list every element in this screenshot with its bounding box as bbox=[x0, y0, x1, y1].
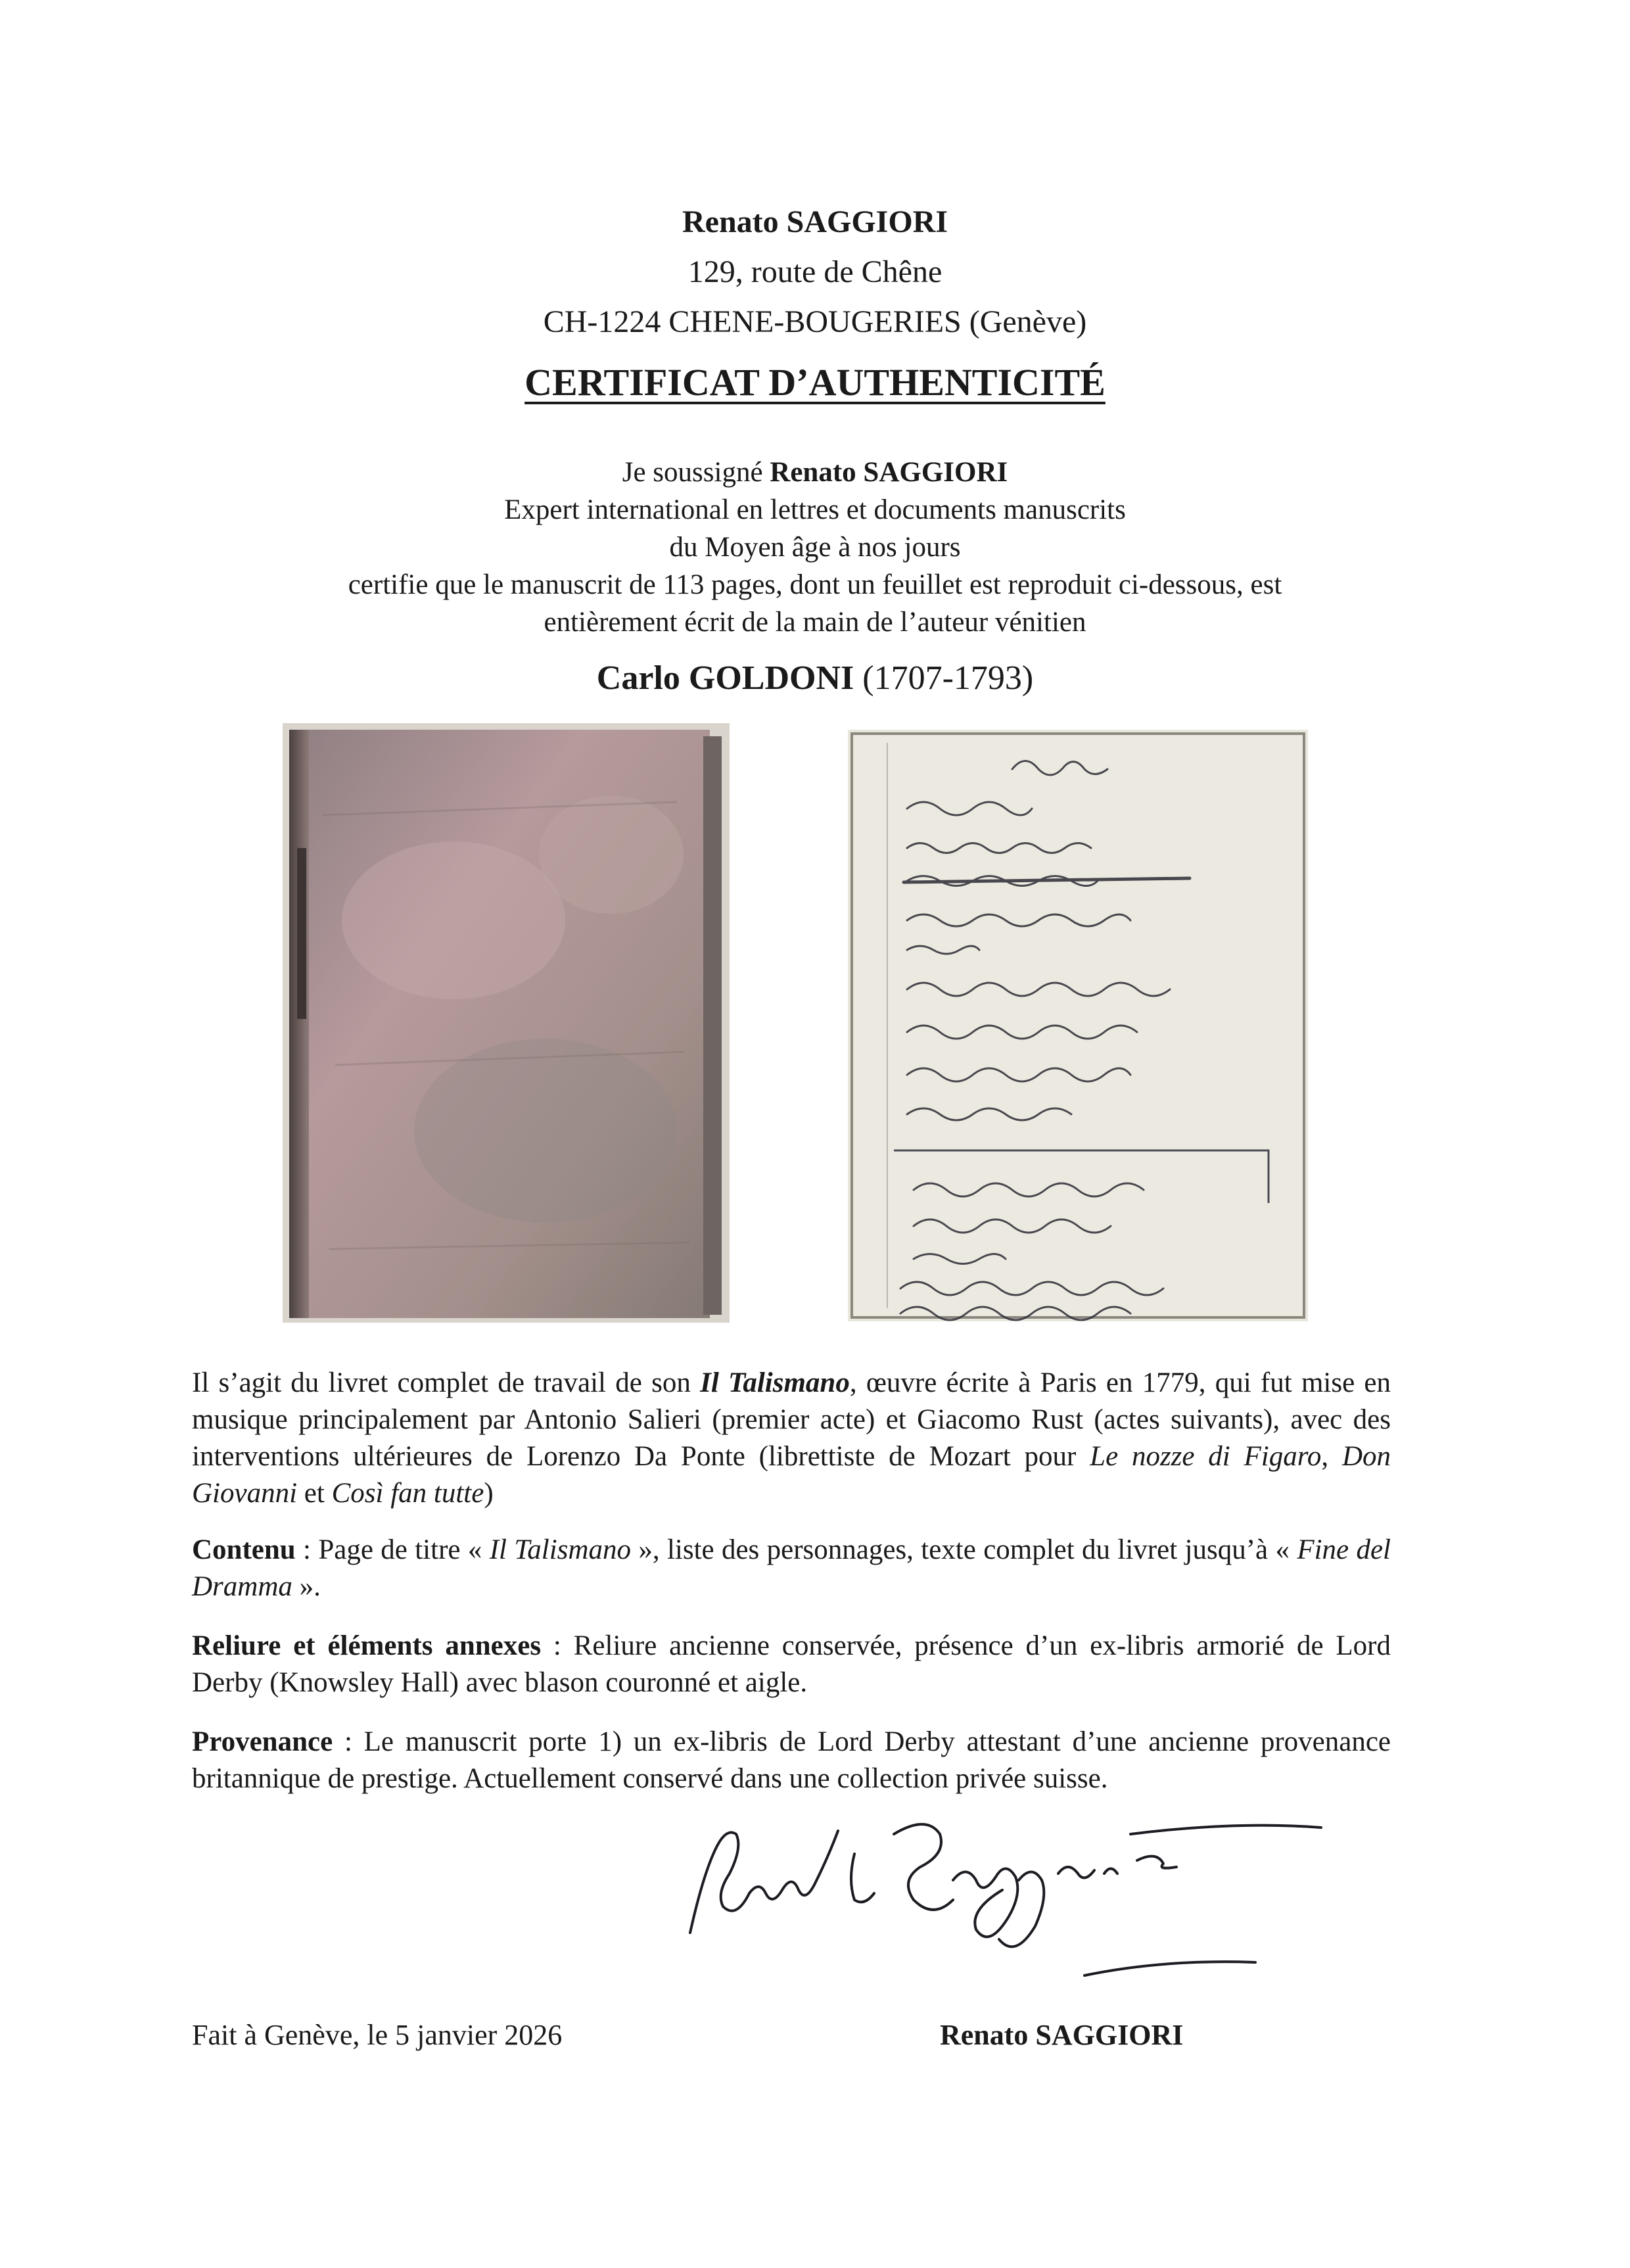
opera-title-2: Don Giovanni bbox=[192, 1441, 1391, 1509]
attestation-line-5: entièrement écrit de la main de l’auteur vénitien bbox=[544, 607, 1086, 638]
letterhead-city: CH-1224 CHENE-BOUGERIES (Genève) bbox=[543, 304, 1087, 339]
letterhead bbox=[0, 197, 1630, 347]
manuscript-personnaggi-page-photo bbox=[848, 730, 1308, 1321]
certificate-title bbox=[0, 360, 1630, 404]
opera-title-1: Le nozze di Figaro bbox=[1090, 1441, 1322, 1472]
attestation-line-1 bbox=[0, 454, 1630, 491]
contents-end-title: Fine del Dramma bbox=[192, 1534, 1391, 1602]
contents-text-3: ». bbox=[292, 1571, 321, 1602]
contents-text-1: : Page de titre « bbox=[295, 1534, 490, 1565]
provenance-label: Provenance bbox=[192, 1726, 333, 1757]
attestation-line-2: Expert international en lettres et documents manuscrits bbox=[504, 494, 1126, 525]
contents-paragraph bbox=[192, 1532, 1391, 1605]
binding-text: : Reliure ancienne conservée, présence d’un ex-libris armorié de Lord Derby (Knowsley Hall) avec blason couronné et aigle. bbox=[192, 1630, 1391, 1698]
handwritten-signature bbox=[677, 1795, 1367, 1992]
place-and-date: Fait à Genève, le 5 janvier 2026 bbox=[192, 2019, 563, 2051]
author-dates: (1707-1793) bbox=[862, 659, 1034, 697]
author-name: Carlo GOLDONI bbox=[596, 659, 854, 697]
attestation-line-3: du Moyen âge à nos jours bbox=[669, 532, 961, 563]
attestation-block bbox=[0, 454, 1630, 641]
description-text-1: Il s’agit du livret complet de travail de son bbox=[192, 1367, 701, 1398]
letterhead-address: 129, route de Chêne bbox=[687, 254, 943, 289]
binding-paragraph bbox=[192, 1628, 1391, 1701]
opera-title-3: Così fan tutte bbox=[331, 1478, 484, 1509]
letterhead-name: Renato SAGGIORI bbox=[682, 204, 948, 239]
signer-name: Renato SAGGIORI bbox=[940, 2019, 1184, 2051]
manuscript-cover-photo bbox=[283, 723, 730, 1323]
separator-2: et bbox=[297, 1478, 332, 1509]
binding-label: Reliure et éléments annexes bbox=[192, 1630, 542, 1661]
attestation-prefix: Je soussigné bbox=[622, 457, 763, 488]
provenance-text: : Le manuscrit porte 1) un ex-libris de Lord Derby attestant d’une ancienne provenance britannique de prestige. Actuellement conservé dans une collection privée suisse. bbox=[192, 1726, 1391, 1794]
work-title: Il Talismano bbox=[700, 1367, 850, 1398]
expert-name: Renato SAGGIORI bbox=[770, 457, 1008, 488]
description-paragraph bbox=[192, 1365, 1391, 1512]
author-line bbox=[0, 659, 1630, 697]
contents-text-2: », liste des personnages, texte complet du livret jusqu’à « bbox=[630, 1534, 1297, 1565]
certificate-title-text: CERTIFICAT D’AUTHENTICITÉ bbox=[524, 361, 1106, 404]
attestation-line-4: certifie que le manuscrit de 113 pages, dont un feuillet est reproduit ci-dessous, est bbox=[348, 569, 1282, 600]
provenance-paragraph bbox=[192, 1724, 1391, 1797]
contents-label: Contenu bbox=[192, 1534, 296, 1565]
description-text-3: ) bbox=[484, 1478, 494, 1509]
separator-1: , bbox=[1321, 1441, 1342, 1472]
contents-work-title: Il Talismano bbox=[489, 1534, 631, 1565]
description-text-2: , œuvre écrite à Paris en 1779, qui fut mise en musique principalement par Antonio Salieri (premier acte) et Giacomo Rust (actes suivants), avec des interventions ultérieures de Lorenzo Da Ponte (librettiste de Mozart pour bbox=[192, 1367, 1391, 1472]
